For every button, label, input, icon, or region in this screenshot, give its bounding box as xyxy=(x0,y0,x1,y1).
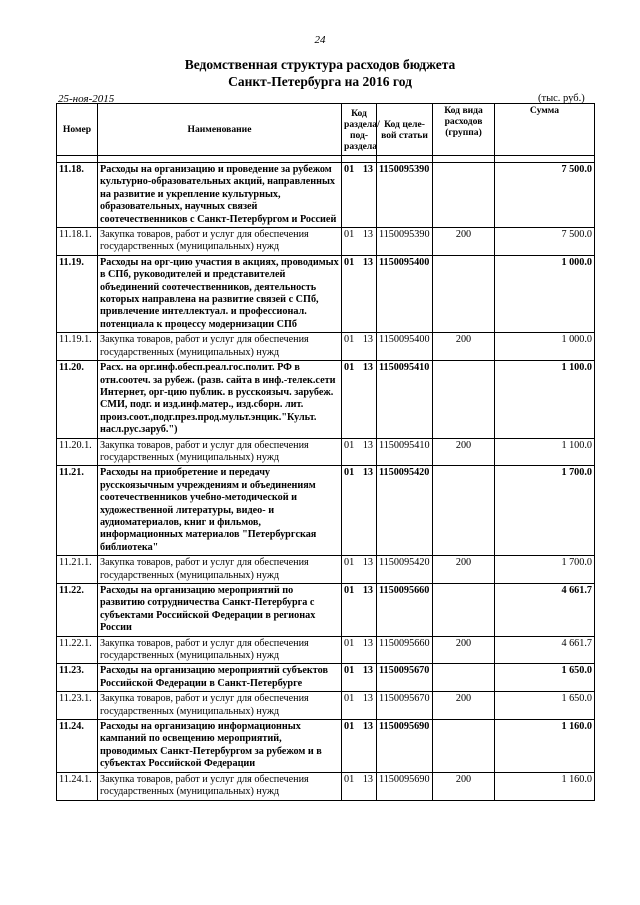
table-row xyxy=(57,255,595,332)
razdel-code: 01 xyxy=(344,773,355,785)
row-statia-code: 1150095390 xyxy=(377,228,433,256)
page-number: 24 xyxy=(314,34,326,46)
razdel-code: 01 xyxy=(344,585,355,596)
row-sum: 1 650.0 xyxy=(495,692,595,720)
row-number: 11.19. xyxy=(57,255,98,332)
row-name: Расходы на организацию мероприятий субъектов Российской Федерации в Санкт-Петербурге xyxy=(98,664,342,692)
row-sum: 1 650.0 xyxy=(495,664,595,692)
table-row xyxy=(57,163,595,228)
row-statia-code: 1150095410 xyxy=(377,438,433,466)
row-razdel-code xyxy=(342,163,377,228)
row-vid-code: 200 xyxy=(433,556,495,584)
row-razdel-code xyxy=(342,333,377,361)
podrazdel-code: 13 xyxy=(362,721,373,733)
row-sum: 1 160.0 xyxy=(495,720,595,773)
row-statia-code: 1150095420 xyxy=(377,556,433,584)
razdel-code: 01 xyxy=(344,665,355,677)
razdel-code: 01 xyxy=(344,637,355,649)
row-razdel-code xyxy=(342,438,377,466)
table-row xyxy=(57,228,595,256)
table-row xyxy=(57,556,595,584)
row-sum: 1 700.0 xyxy=(495,466,595,556)
row-name: Расходы на организацию информационных кампаний по освещению мероприятий, проводимых Санкт-Петербургом за рубежом и в субъектах Российской Федерации xyxy=(98,720,342,773)
row-vid-code xyxy=(433,361,495,438)
row-number: 11.22.1. xyxy=(57,636,98,664)
row-name: Расходы на орг-цию участия в акциях, проводимых в СПб, руководителей и представителей объединений соотечественников, деятельность которых направлена на развитие связей с СПб, привлечение интеллектуал. и профессионал. потенциала к процессу модернизации СПб xyxy=(98,255,342,332)
razdel-code: 01 xyxy=(344,721,355,733)
row-vid-code xyxy=(433,466,495,556)
row-vid-code: 200 xyxy=(433,228,495,256)
budget-table xyxy=(56,103,595,801)
row-name: Закупка товаров, работ и услуг для обеспечения государственных (муниципальных) нужд xyxy=(98,333,342,361)
row-statia-code: 1150095690 xyxy=(377,720,433,773)
razdel-code: 01 xyxy=(344,229,355,241)
document-date: 25-ноя-2015 xyxy=(58,93,115,105)
header-gap-row xyxy=(57,156,595,163)
row-razdel-code xyxy=(342,255,377,332)
row-statia-code: 1150095670 xyxy=(377,692,433,720)
row-razdel-code xyxy=(342,720,377,773)
row-sum: 1 160.0 xyxy=(495,772,595,800)
row-number: 11.20. xyxy=(57,361,98,438)
row-number: 11.19.1. xyxy=(57,333,98,361)
row-razdel-code xyxy=(342,692,377,720)
table-body xyxy=(57,163,595,801)
row-number: 11.18.1. xyxy=(57,228,98,256)
razdel-code: 01 xyxy=(344,362,355,374)
row-razdel-code xyxy=(342,361,377,438)
table-header xyxy=(57,104,595,163)
row-sum: 1 100.0 xyxy=(495,361,595,438)
column-header-razdel: Код раздела/ под-раздела xyxy=(342,104,377,156)
razdel-code: 01 xyxy=(344,467,355,479)
podrazdel-code: 13 xyxy=(362,334,373,346)
row-vid-code: 200 xyxy=(433,772,495,800)
column-header-vid: Код вида расходов (группа) xyxy=(433,104,495,156)
row-razdel-code xyxy=(342,772,377,800)
row-statia-code: 1150095670 xyxy=(377,664,433,692)
podrazdel-code: 13 xyxy=(362,637,373,649)
row-name: Расходы на приобретение и передачу русскоязычным учреждениям и объединениям соотечественников учебно-методической и художественной литературы, видео- и аудиоматериалов, книг и фильмов, информационных материалов "Петербургская библиотека" xyxy=(98,466,342,556)
title-line-2: Санкт-Петербурга на 2016 год xyxy=(228,74,412,89)
table-row xyxy=(57,361,595,438)
row-sum: 1 000.0 xyxy=(495,255,595,332)
row-number: 11.18. xyxy=(57,163,98,228)
row-statia-code: 1150095400 xyxy=(377,333,433,361)
units-label: (тыс. руб.) xyxy=(538,93,585,104)
row-vid-code xyxy=(433,664,495,692)
row-name: Закупка товаров, работ и услуг для обеспечения государственных (муниципальных) нужд xyxy=(98,692,342,720)
table-row xyxy=(57,333,595,361)
row-sum: 7 500.0 xyxy=(495,163,595,228)
row-number: 11.23.1. xyxy=(57,692,98,720)
row-razdel-code xyxy=(342,664,377,692)
podrazdel-code: 13 xyxy=(362,164,373,175)
row-vid-code: 200 xyxy=(433,692,495,720)
razdel-code: 01 xyxy=(344,693,355,705)
table-row xyxy=(57,720,595,773)
razdel-code: 01 xyxy=(344,164,355,175)
row-number: 11.24. xyxy=(57,720,98,773)
title-line-1: Ведомственная структура расходов бюджета xyxy=(184,57,456,72)
column-header-number: Номер xyxy=(57,104,98,156)
table-row xyxy=(57,466,595,556)
row-name: Закупка товаров, работ и услуг для обеспечения государственных (муниципальных) нужд xyxy=(98,228,342,256)
row-sum: 1 100.0 xyxy=(495,438,595,466)
table-row xyxy=(57,438,595,466)
podrazdel-code: 13 xyxy=(362,229,373,241)
row-number: 11.21.1. xyxy=(57,556,98,584)
column-header-name: Наименование xyxy=(98,104,342,156)
podrazdel-code: 13 xyxy=(362,362,373,374)
row-statia-code: 1150095660 xyxy=(377,636,433,664)
podrazdel-code: 13 xyxy=(362,773,373,785)
row-vid-code: 200 xyxy=(433,438,495,466)
table-row xyxy=(57,584,595,637)
row-name: Закупка товаров, работ и услуг для обеспечения государственных (муниципальных) нужд xyxy=(98,438,342,466)
podrazdel-code: 13 xyxy=(362,585,373,596)
table-row xyxy=(57,664,595,692)
row-statia-code: 1150095410 xyxy=(377,361,433,438)
razdel-code: 01 xyxy=(344,439,355,451)
row-sum: 1 000.0 xyxy=(495,333,595,361)
row-name: Расходы на организацию мероприятий по развитию сотрудничества Санкт-Петербурга с субъектами Российской Федерации в регионах России xyxy=(98,584,342,637)
podrazdel-code: 13 xyxy=(362,665,373,677)
razdel-code: 01 xyxy=(344,256,355,268)
row-statia-code: 1150095400 xyxy=(377,255,433,332)
table-row xyxy=(57,692,595,720)
row-number: 11.23. xyxy=(57,664,98,692)
row-razdel-code xyxy=(342,636,377,664)
row-vid-code xyxy=(433,720,495,773)
row-name: Расх. на орг.инф.обесп.реал.гос.полит. РФ в отн.соотеч. за рубеж. (разв. сайта в инф.-телек.сети Интернет, орг-цию публик. в русскоязыч. зарубеж. СМИ, подг. и изд.инф.матер., изд.сборн. лит. произ.соот.,подг.през.прод.мульт.энцик."Культ. насл.рус.заруб.") xyxy=(98,361,342,438)
row-vid-code xyxy=(433,163,495,228)
column-header-statia: Код целе-вой статьи xyxy=(377,104,433,156)
podrazdel-code: 13 xyxy=(362,256,373,268)
row-razdel-code xyxy=(342,228,377,256)
row-statia-code: 1150095690 xyxy=(377,772,433,800)
row-vid-code xyxy=(433,255,495,332)
row-vid-code: 200 xyxy=(433,333,495,361)
razdel-code: 01 xyxy=(344,557,355,569)
row-name: Закупка товаров, работ и услуг для обеспечения государственных (муниципальных) нужд xyxy=(98,772,342,800)
row-number: 11.20.1. xyxy=(57,438,98,466)
row-vid-code xyxy=(433,584,495,637)
row-vid-code: 200 xyxy=(433,636,495,664)
row-sum: 7 500.0 xyxy=(495,228,595,256)
table-row xyxy=(57,772,595,800)
column-header-sum: Сумма xyxy=(495,104,595,156)
row-number: 11.22. xyxy=(57,584,98,637)
row-statia-code: 1150095660 xyxy=(377,584,433,637)
document-title xyxy=(0,56,640,90)
row-number: 11.24.1. xyxy=(57,772,98,800)
row-sum: 1 700.0 xyxy=(495,556,595,584)
row-name: Закупка товаров, работ и услуг для обеспечения государственных (муниципальных) нужд xyxy=(98,556,342,584)
row-sum: 4 661.7 xyxy=(495,636,595,664)
row-name: Закупка товаров, работ и услуг для обеспечения государственных (муниципальных) нужд xyxy=(98,636,342,664)
podrazdel-code: 13 xyxy=(362,467,373,479)
row-razdel-code xyxy=(342,584,377,637)
podrazdel-code: 13 xyxy=(362,439,373,451)
row-razdel-code xyxy=(342,556,377,584)
row-number: 11.21. xyxy=(57,466,98,556)
row-sum: 4 661.7 xyxy=(495,584,595,637)
podrazdel-code: 13 xyxy=(362,693,373,705)
row-razdel-code xyxy=(342,466,377,556)
row-statia-code: 1150095390 xyxy=(377,163,433,228)
table-row xyxy=(57,636,595,664)
row-name: Расходы на организацию и проведение за рубежом культурно-образовательных акций, направленных на развитие и укрепление культурных, образовательных, научных связей соотечественников с Санкт-Петербургом и Россией xyxy=(98,163,342,228)
podrazdel-code: 13 xyxy=(362,557,373,569)
razdel-code: 01 xyxy=(344,334,355,346)
row-statia-code: 1150095420 xyxy=(377,466,433,556)
